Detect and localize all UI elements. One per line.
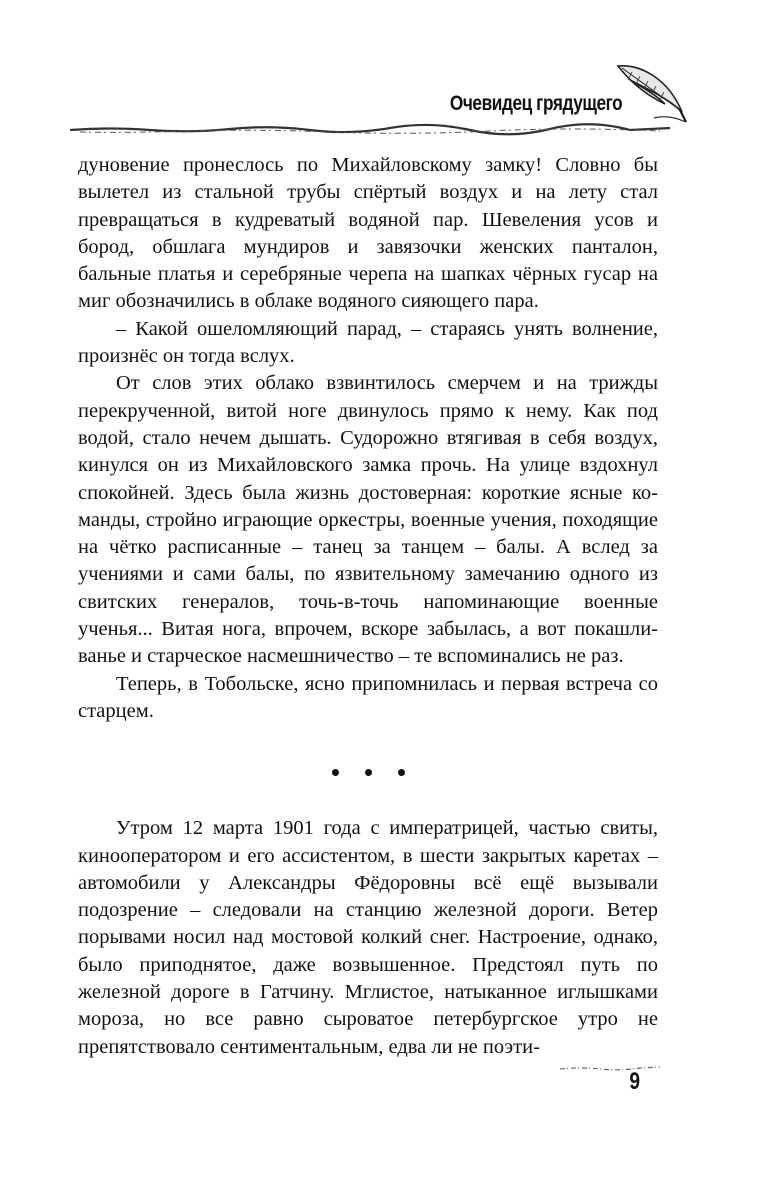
- quill-pen-icon: [610, 60, 690, 130]
- running-title: Очевидец грядущего: [449, 92, 622, 115]
- paragraph: Утром 12 марта 1901 года с императрицей, частью свиты, кинооператором и его ассистентом, в шести закрытых каретах – автомобили у Александры Фёдоровны всё ещё вызывали подозрение – следовали на станцию железной дороги. Ветер порывами носил над мостовой колкий снег. Настроение, однако, было приподнятое, даже возвышенное. Предстоял путь по железной дороге в Гатчину. Мглистое, натыканное иглышками мороза, но все равно сыроватое петербургское утро не препятствовало сентиментальным, едва ли не поэти-: [78, 817, 658, 1058]
- separator-dot: [398, 769, 405, 776]
- main-text: [78, 152, 658, 1061]
- separator-dot: [365, 769, 372, 776]
- paragraph: дуновение пронеслось по Михайловскому замку! Словно бы вылетел из стальной трубы спёртый воздух и на лету стал превращаться в кудреватый водяной пар. Шевеления усов и бород, обшлага мундиров и завязочки женских панталон, бальные платья и серебряные черепа на шапках чёрных гусар на миг обозначились в облаке водяного сияющего пара.: [78, 154, 658, 313]
- footer-rule-decoration: [560, 1063, 660, 1073]
- paragraph-dialogue: – Какой ошеломляющий парад, – стараясь унять волнение, произнёс он тогда вслух.: [78, 317, 658, 368]
- paragraph: Теперь, в Тобольске, ясно припомнилась и первая встреча со старцем.: [78, 672, 658, 722]
- page-number: 9: [629, 1068, 641, 1095]
- running-header: [70, 60, 690, 150]
- paragraph: От слов этих облако взвинтилось смерчем и на трижды перекрученной, витой ноге двинулось прямо к нему. Как под водой, стало нечем дышать. Судорожно втягивая в себя воздух, кинулся он из Михайловского замка прочь. На улице вздохнул спокойней. Здесь была жизнь достоверная: короткие ясные команды, стройно играющие оркестры, военные учения, походящие на чётко расписанные – танец за танцем – балы. А вслед за учениями и сами балы, по язвительному замечанию одного из свитских генералов, точь-в-точь напоминающие военные ученья... Витая нога, впрочем, вскоре забылась, а вот покашливанье и старческое насмешничество – те вспоминались не раз.: [78, 372, 658, 668]
- three-dots-separator: [78, 759, 658, 779]
- header-rule-decoration: [70, 122, 670, 136]
- separator-dot: [332, 769, 339, 776]
